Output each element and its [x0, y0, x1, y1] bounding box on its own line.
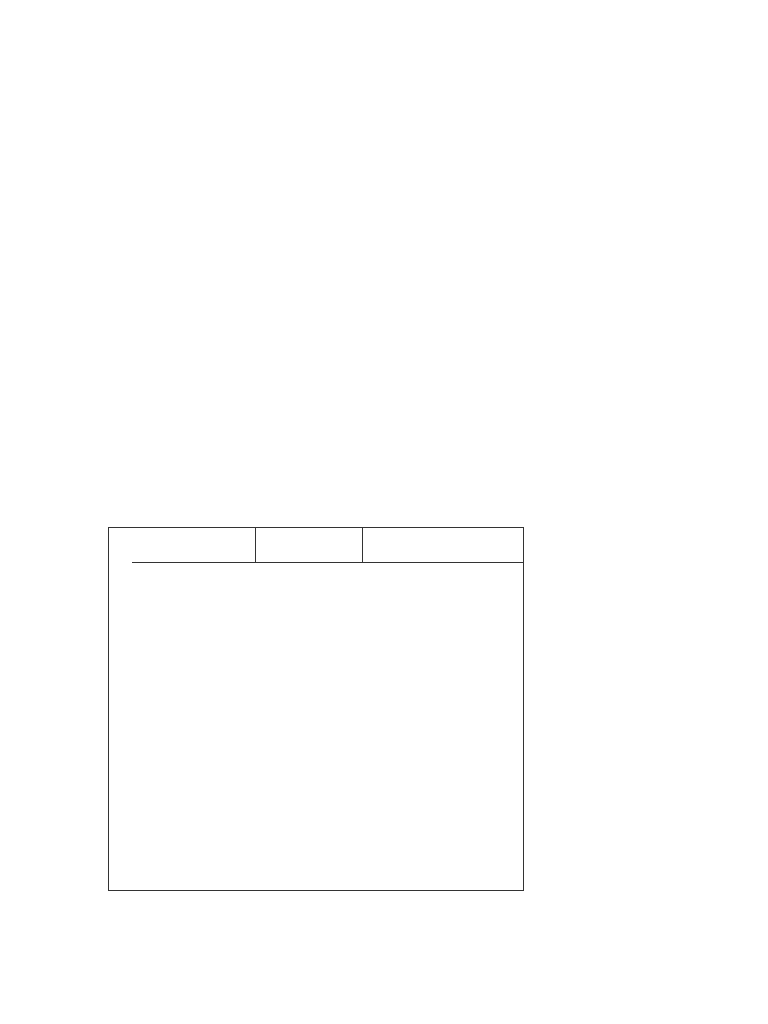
header-prefix-name	[132, 528, 256, 562]
header-multiplication-factor	[363, 528, 523, 562]
header-si-symbol	[256, 528, 363, 562]
table-header	[132, 528, 523, 563]
prefix-table	[108, 527, 524, 891]
